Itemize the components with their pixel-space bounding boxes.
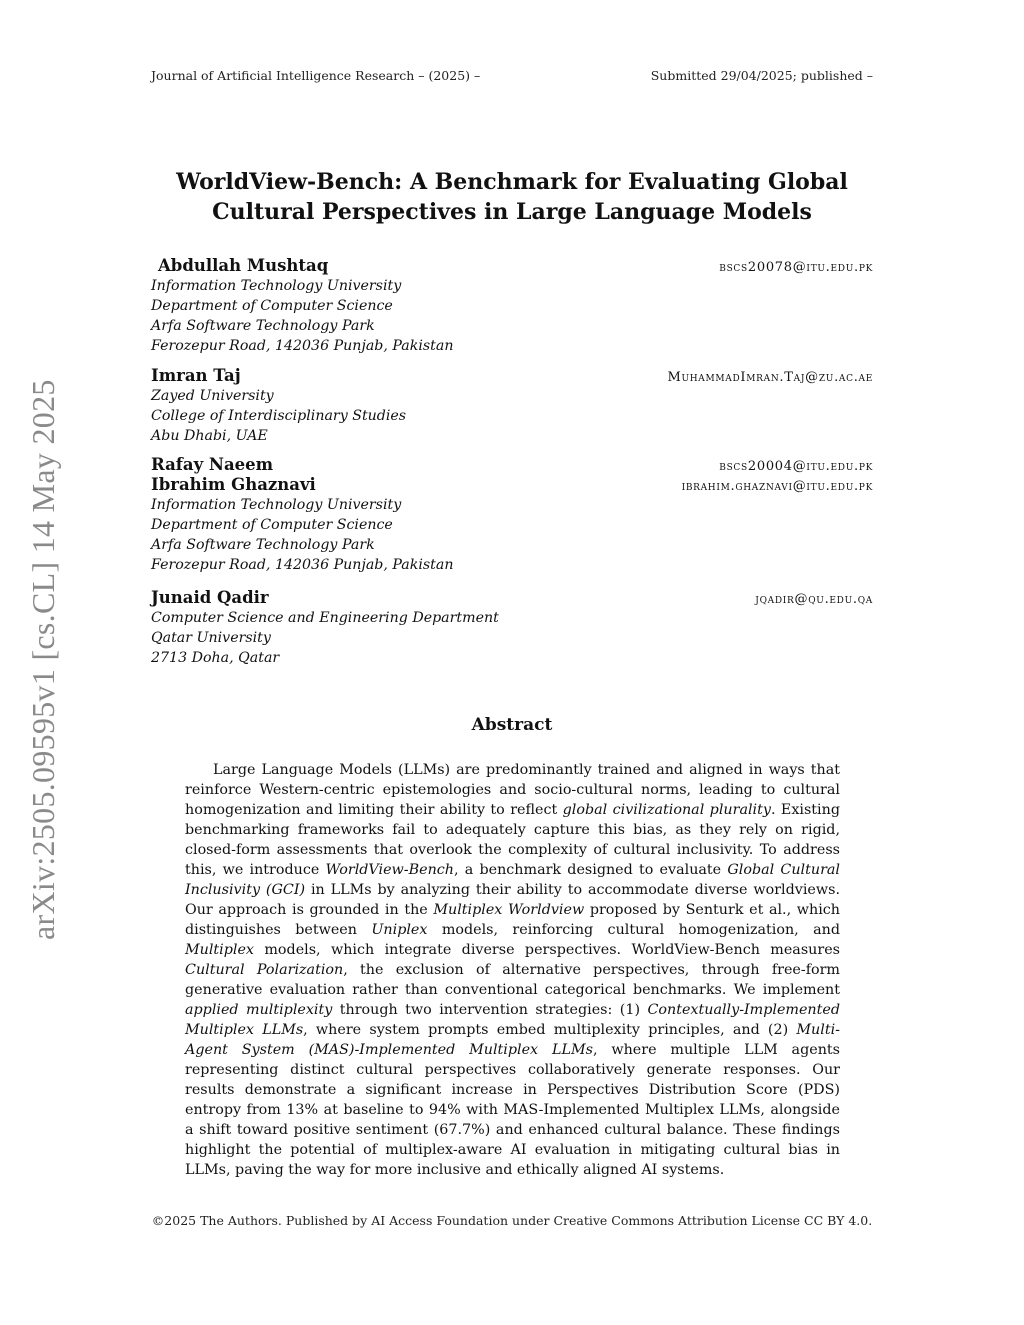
abstract-text: , the exclusion of alternative perspectives, through free-form generative evaluation rather than conventional categorical benchmarks. We implement xyxy=(185,962,840,998)
abstract-emphasis: Multiplex xyxy=(185,942,254,958)
author-block-1 xyxy=(151,256,873,356)
arxiv-identifier-stamp[interactable]: arXiv:2505.09595v1 [cs.CL] 14 May 2025 xyxy=(25,379,61,940)
abstract-body xyxy=(185,760,840,1180)
affiliation-line: Department of Computer Science xyxy=(151,298,393,314)
abstract-emphasis: applied multiplexity xyxy=(185,1002,333,1018)
paper-title-line-2: Cultural Perspectives in Large Language Models xyxy=(212,199,812,225)
abstract-text: through two intervention strategies: (1) xyxy=(332,1002,648,1018)
affiliation-line: Ferozepur Road, 142036 Punjab, Pakistan xyxy=(151,557,454,573)
author-block-4 xyxy=(151,588,873,668)
author-email[interactable]: jqadir@qu.edu.qa xyxy=(755,592,873,607)
affiliation-line: 2713 Doha, Qatar xyxy=(151,650,280,666)
abstract-text: . Existing benchmarking frameworks fail to adequately capture this bias, as they rely on rigid, closed-form assessments that overlook the complexity of cultural inclusivity. To address this, we introduce xyxy=(185,802,840,878)
abstract-emphasis: Multi-Agent System (MAS)-Implemented Multiplex LLMs xyxy=(185,1022,840,1058)
affiliation-line: Department of Computer Science xyxy=(151,517,393,533)
author-email[interactable]: bscs20004@itu.edu.pk xyxy=(719,459,873,474)
abstract-text: models, which integrate diverse perspectives. WorldView-Bench measures xyxy=(254,942,840,958)
abstract-text: , where system prompts embed multiplexity principles, and (2) xyxy=(303,1022,797,1038)
abstract-text: proposed by Senturk et al., which distinguishes between xyxy=(185,902,840,938)
author-name: Junaid Qadir xyxy=(151,588,269,607)
abstract-text: models, reinforcing cultural homogenization, and xyxy=(427,922,840,938)
author-name: Rafay Naeem xyxy=(151,455,274,474)
affiliation-line: Ferozepur Road, 142036 Punjab, Pakistan xyxy=(151,338,454,354)
abstract-emphasis: WorldView-Bench xyxy=(325,862,454,878)
author-email[interactable]: MuhammadImran.Taj@zu.ac.ae xyxy=(667,370,873,385)
abstract-emphasis: Global Cultural Inclusivity (GCI) xyxy=(185,862,841,898)
affiliation-line: Information Technology University xyxy=(151,497,402,513)
abstract-emphasis: global civilizational plurality xyxy=(562,802,771,818)
affiliation-line: Arfa Software Technology Park xyxy=(151,318,375,334)
author-name: Ibrahim Ghaznavi xyxy=(151,475,316,494)
affiliation-line: Computer Science and Engineering Department xyxy=(151,610,499,626)
author-block-3 xyxy=(151,455,873,575)
author-name: Imran Taj xyxy=(151,366,241,385)
copyright-footer: ©2025 The Authors. Published by AI Access Foundation under Creative Commons Attribution License CC BY 4.0. xyxy=(151,1213,873,1228)
paper-title-line-1: WorldView-Bench: A Benchmark for Evaluating Global xyxy=(176,169,848,195)
affiliation-line: Abu Dhabi, UAE xyxy=(151,428,268,444)
affiliation-line: Arfa Software Technology Park xyxy=(151,537,375,553)
affiliation-line: Qatar University xyxy=(151,630,271,646)
author-name: Abdullah Mushtaq xyxy=(158,256,329,275)
abstract-emphasis: Uniplex xyxy=(371,922,428,938)
abstract-text: , where multiple LLM agents representing distinct cultural perspectives collaboratively generate responses. Our results demonstrate a significant increase in Perspectives Distribution Score (PDS) entropy from 13% at baseline to 94% with MAS-Implemented Multiplex LLMs, alongside a shift toward positive sentiment (67.7%) and enhanced cultural balance. These findings highlight the potential of multiplex-aware AI evaluation in mitigating cultural bias in LLMs, paving the way for more inclusive and ethically aligned AI systems. xyxy=(185,1042,840,1178)
author-email[interactable]: ibrahim.ghaznavi@itu.edu.pk xyxy=(681,479,873,494)
abstract-heading: Abstract xyxy=(471,715,553,735)
running-header-submitted: Submitted 29/04/2025; published – xyxy=(650,68,873,83)
abstract-emphasis: Contextually-Implemented Multiplex LLMs xyxy=(185,1002,840,1038)
affiliation-line: College of Interdisciplinary Studies xyxy=(151,408,407,424)
abstract-text: , a benchmark designed to evaluate xyxy=(454,862,728,878)
author-block-2 xyxy=(151,366,873,446)
running-header-journal: Journal of Artificial Intelligence Research – (2025) – xyxy=(151,68,481,83)
author-email[interactable]: bscs20078@itu.edu.pk xyxy=(719,260,873,275)
abstract-emphasis: Multiplex Worldview xyxy=(433,902,585,918)
abstract-emphasis: Cultural Polarization xyxy=(185,962,344,978)
abstract-text: Large Language Models (LLMs) are predominantly trained and aligned in ways that reinforce Western-centric epistemologies and socio-cultural norms, leading to cultural homogenization and limiting their ability to reflect xyxy=(185,762,840,818)
abstract-paragraph xyxy=(185,760,840,1180)
paper-title xyxy=(151,167,873,227)
abstract-text: in LLMs by analyzing their ability to accommodate diverse worldviews. Our approach is grounded in the xyxy=(185,882,840,918)
affiliation-line: Information Technology University xyxy=(151,278,402,294)
affiliation-line: Zayed University xyxy=(151,388,274,404)
